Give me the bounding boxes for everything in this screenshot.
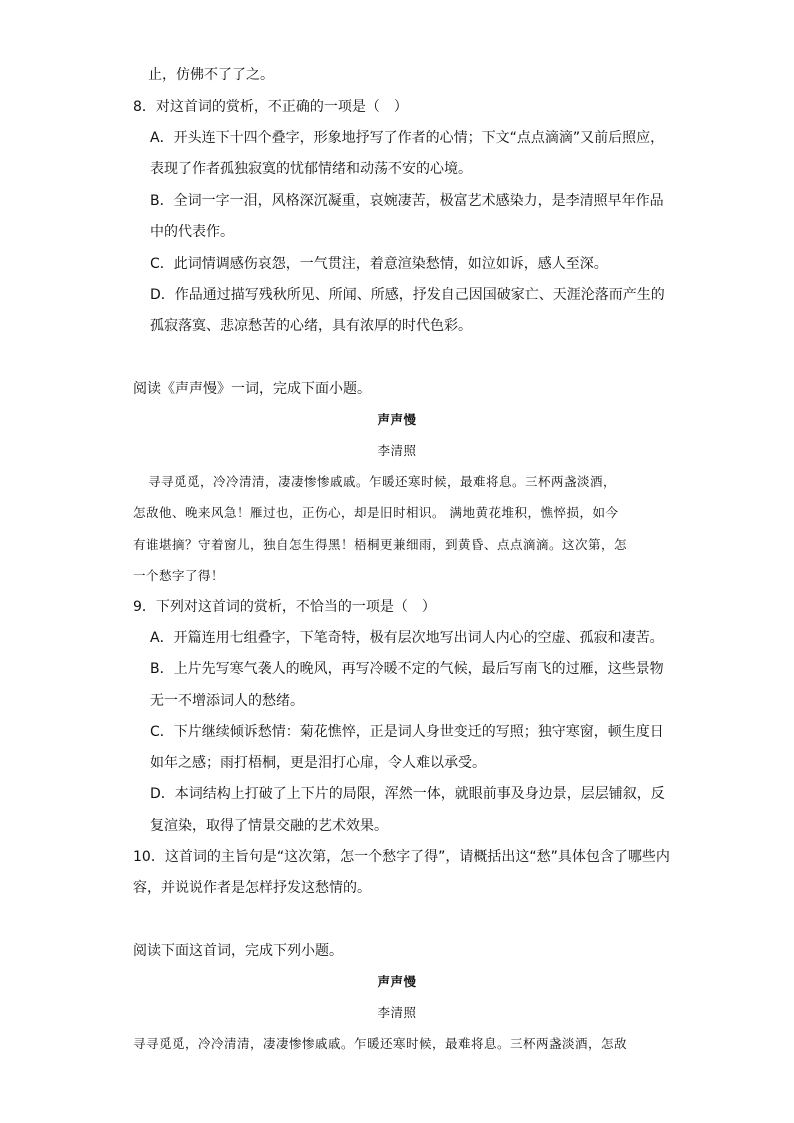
question-8-option-b: B．全词一字一泪，风格深沉凝重，哀婉凄苦，极富艺术感染力，是李清照早年作品: [150, 193, 664, 209]
question-9-option-d-cont: 复渲染，取得了情景交融的艺术效果。: [150, 818, 388, 834]
question-8-option-c: C．此词情调感伤哀怨，一气贯注，着意渲染愁情，如泣如诉，感人至深。: [150, 256, 608, 272]
section-2-intro: 阅读《声声慢》一词，完成下面小题。: [133, 381, 371, 397]
question-8-option-d: D．作品通过描写残秋所见、所闻、所感，抒发自己因国破家亡、天涯沦落而产生的: [150, 287, 665, 303]
poem-author: 李清照: [377, 443, 417, 458]
question-9-option-c: C．下片继续倾诉愁情：菊花憔悴，正是词人身世变迁的写照；独守寒窗，顿生度日: [150, 724, 664, 740]
poem-2-line-1: 寻寻觅觅，冷冷清清，凄凄惨惨戚戚。乍暖还寒时候，最难将息。三杯两盏淡酒，怎敌: [133, 1036, 628, 1051]
poem-line-4: 一个愁字了得！: [133, 568, 225, 583]
question-9-option-b-cont: 无一不增添词人的愁绪。: [150, 693, 304, 709]
poem-author-2: 李清照: [377, 1005, 417, 1020]
question-9-option-b: B．上片先写寒气袭人的晚风，再写冷暖不定的气候，最后写南飞的过雁，这些景物: [150, 661, 664, 677]
poem-line-1: 寻寻觅觅，冷冷清清，凄凄惨惨戚戚。乍暖还寒时候，最难将息。三杯两盏淡酒，: [148, 474, 617, 489]
question-10-stem-cont: 容，并说说作者是怎样抒发这愁情的。: [133, 880, 371, 896]
question-10-stem: 10．这首词的主旨句是“这次第，怎一个愁字了得”，请概括出这“愁”具体包含了哪些内: [133, 849, 670, 865]
section-3-intro: 阅读下面这首词，完成下列小题。: [133, 943, 343, 959]
poem-line-2: 怎敌他、晚来风急！雁过也，正伤心，却是旧时相识。 满地黄花堆积，憔悴损，如今: [133, 505, 619, 520]
question-8-option-a: A．开头连下十四个叠字，形象地抒写了作者的心情；下文“点点滴滴”又前后照应，: [150, 130, 665, 146]
question-9-stem: 9．下列对这首词的赏析，不恰当的一项是（ ）: [133, 599, 436, 615]
question-8-stem: 8．对这首词的赏析，不正确的一项是（ ）: [133, 99, 408, 115]
question-8-option-b-cont: 中的代表作。: [150, 224, 234, 240]
question-9-option-d: D．本词结构上打破了上下片的局限，浑然一体，就眼前事及身边景，层层铺叙，反: [150, 786, 665, 802]
poem-title: 声声慢: [377, 412, 417, 427]
question-8-option-a-cont: 表现了作者孤独寂寞的忧郁情绪和动荡不安的心境。: [150, 161, 472, 177]
question-9-option-a: A．开篇连用七组叠字，下笔奇特，极有层次地写出词人内心的空虚、孤寂和凄苦。: [150, 630, 664, 646]
question-8-option-d-cont: 孤寂落寞、悲凉愁苦的心绪，具有浓厚的时代色彩。: [150, 318, 472, 334]
poem-title-2: 声声慢: [377, 974, 417, 989]
question-9-option-c-cont: 如年之感；雨打梧桐，更是泪打心扉，令人难以承受。: [150, 755, 486, 771]
poem-line-3: 有谁堪摘？守着窗儿，独自怎生得黑！梧桐更兼细雨，到黄昏、点点滴滴。这次第，怎: [133, 537, 628, 552]
q7-tail-text: 止，仿佛不了了之。: [148, 67, 274, 83]
